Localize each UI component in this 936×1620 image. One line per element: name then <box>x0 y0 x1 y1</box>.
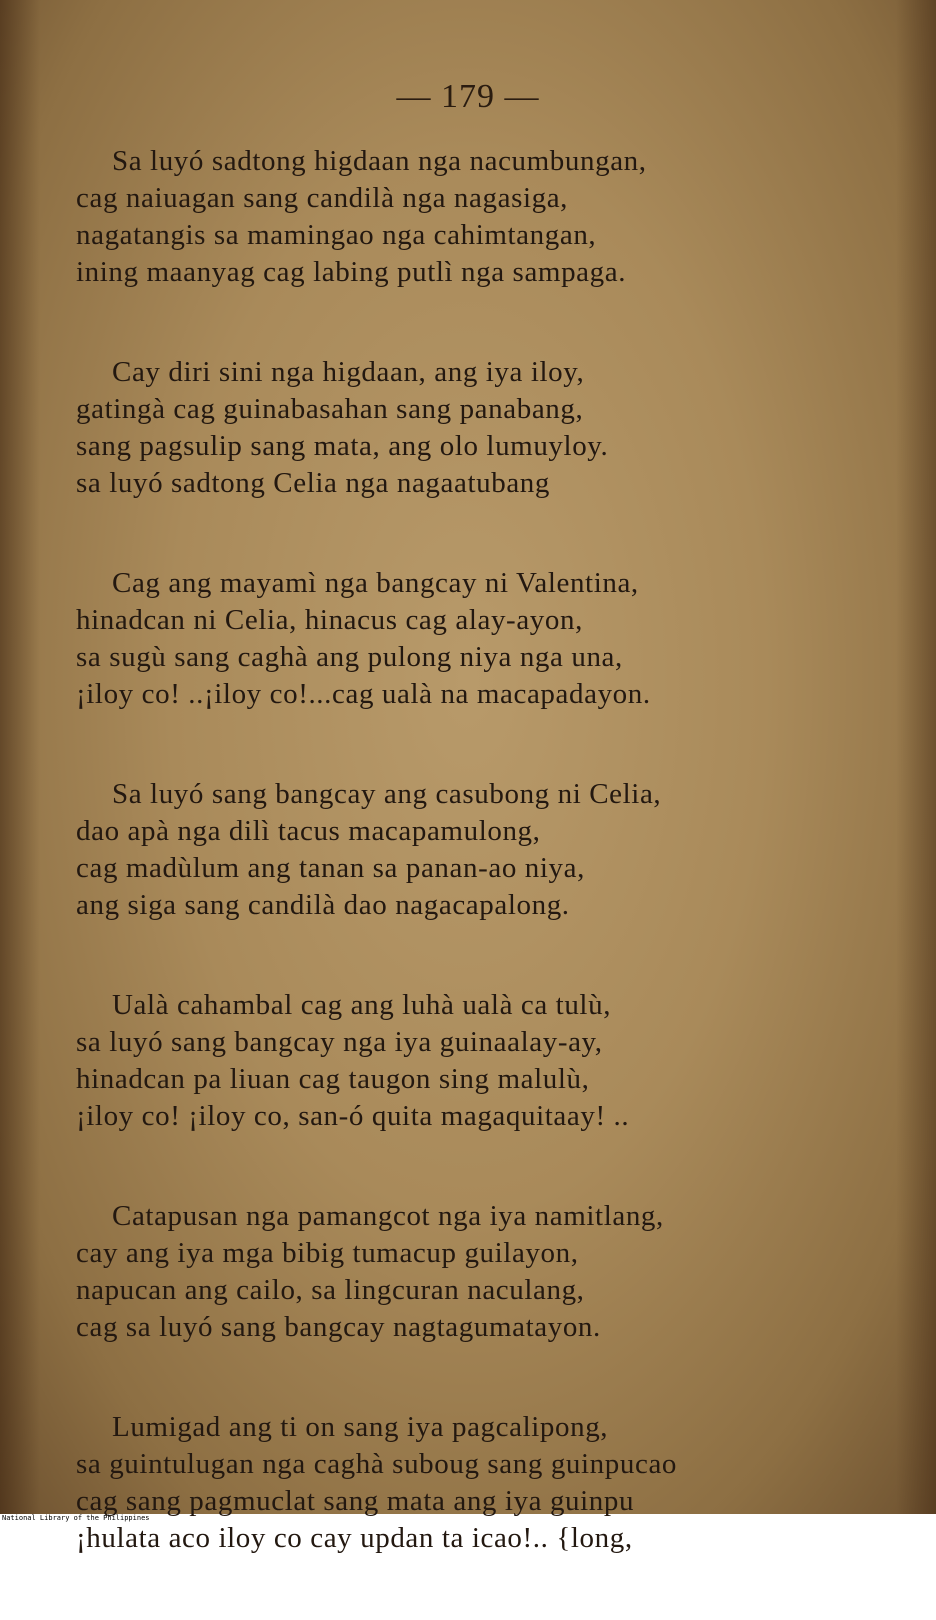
verse-line: gatingà cag guinabasahan sang panabang, <box>76 393 584 425</box>
page-edge-shadow-left <box>0 0 40 1514</box>
stanza <box>76 143 816 291</box>
verse-line: hinadcan pa liuan cag taugon sing malulù, <box>76 1063 590 1095</box>
verse-line: dao apà nga dilì tacus macapamulong, <box>76 815 541 847</box>
verse-line: sang pagsulip sang mata, ang olo lumuyloy. <box>76 430 609 462</box>
verse-line: Sa luyó sadtong higdaan nga nacumbungan, <box>112 145 647 177</box>
stanza <box>76 1409 816 1557</box>
poem-body <box>76 143 816 1620</box>
page-edge-shadow-right <box>896 0 936 1514</box>
verse-line: hinadcan ni Celia, hinacus cag alay-ayon, <box>76 604 583 636</box>
verse-line: Ualà cahambal cag ang luhà ualà ca tulù, <box>112 989 612 1021</box>
verse-line: sa sugù sang caghà ang pulong niya nga una, <box>76 641 623 673</box>
verse-line: cag sa luyó sang bangcay nagtagumatayon. <box>76 1311 601 1343</box>
stanza <box>76 1198 816 1346</box>
verse-line: ¡iloy co! ..¡iloy co!...cag ualà na macapadayon. <box>76 678 651 710</box>
verse-line: sa luyó sadtong Celia nga nagaatubang <box>76 467 550 499</box>
stanza <box>76 565 816 713</box>
verse-line: Lumigad ang ti on sang iya pagcalipong, <box>112 1411 609 1443</box>
library-credit: National Library of the Philippines <box>2 1514 150 1522</box>
stanza <box>76 776 816 924</box>
verse-line: nagatangis sa mamingao nga cahimtangan, <box>76 219 597 251</box>
stanza <box>76 987 816 1135</box>
verse-line: Cay diri sini nga higdaan, ang iya iloy, <box>112 356 585 388</box>
verse-line: Cag ang mayamì nga bangcay ni Valentina, <box>112 567 639 599</box>
verse-line: cag naiuagan sang candilà nga nagasiga, <box>76 182 569 214</box>
verse-line: ang siga sang candilà dao nagacapalong. <box>76 889 570 921</box>
verse-line: sa guintulugan nga caghà suboug sang guinpucao <box>76 1448 678 1480</box>
stanza <box>76 354 816 502</box>
page-number: — 179 — <box>396 78 540 115</box>
verse-line: napucan ang cailo, sa lingcuran naculang, <box>76 1274 585 1306</box>
verse-line: ining maanyag cag labing putlì nga sampaga. <box>76 256 627 288</box>
verse-line: ¡iloy co! ¡iloy co, san-ó quita magaquitaay! .. <box>76 1100 630 1132</box>
verse-line: cag madùlum ang tanan sa panan-ao niya, <box>76 852 585 884</box>
verse-line: cay ang iya mga bibig tumacup guilayon, <box>76 1237 579 1269</box>
verse-line: ¡hulata aco iloy co cay updan ta icao!.. {long, <box>76 1522 633 1554</box>
verse-line: sa luyó sang bangcay nga iya guinaalay-ay, <box>76 1026 603 1058</box>
verse-line: cag sang pagmuclat sang mata ang iya guinpu <box>76 1485 635 1517</box>
verse-line: Catapusan nga pamangcot nga iya namitlang, <box>112 1200 664 1232</box>
verse-line: Sa luyó sang bangcay ang casubong ni Celia, <box>112 778 662 810</box>
